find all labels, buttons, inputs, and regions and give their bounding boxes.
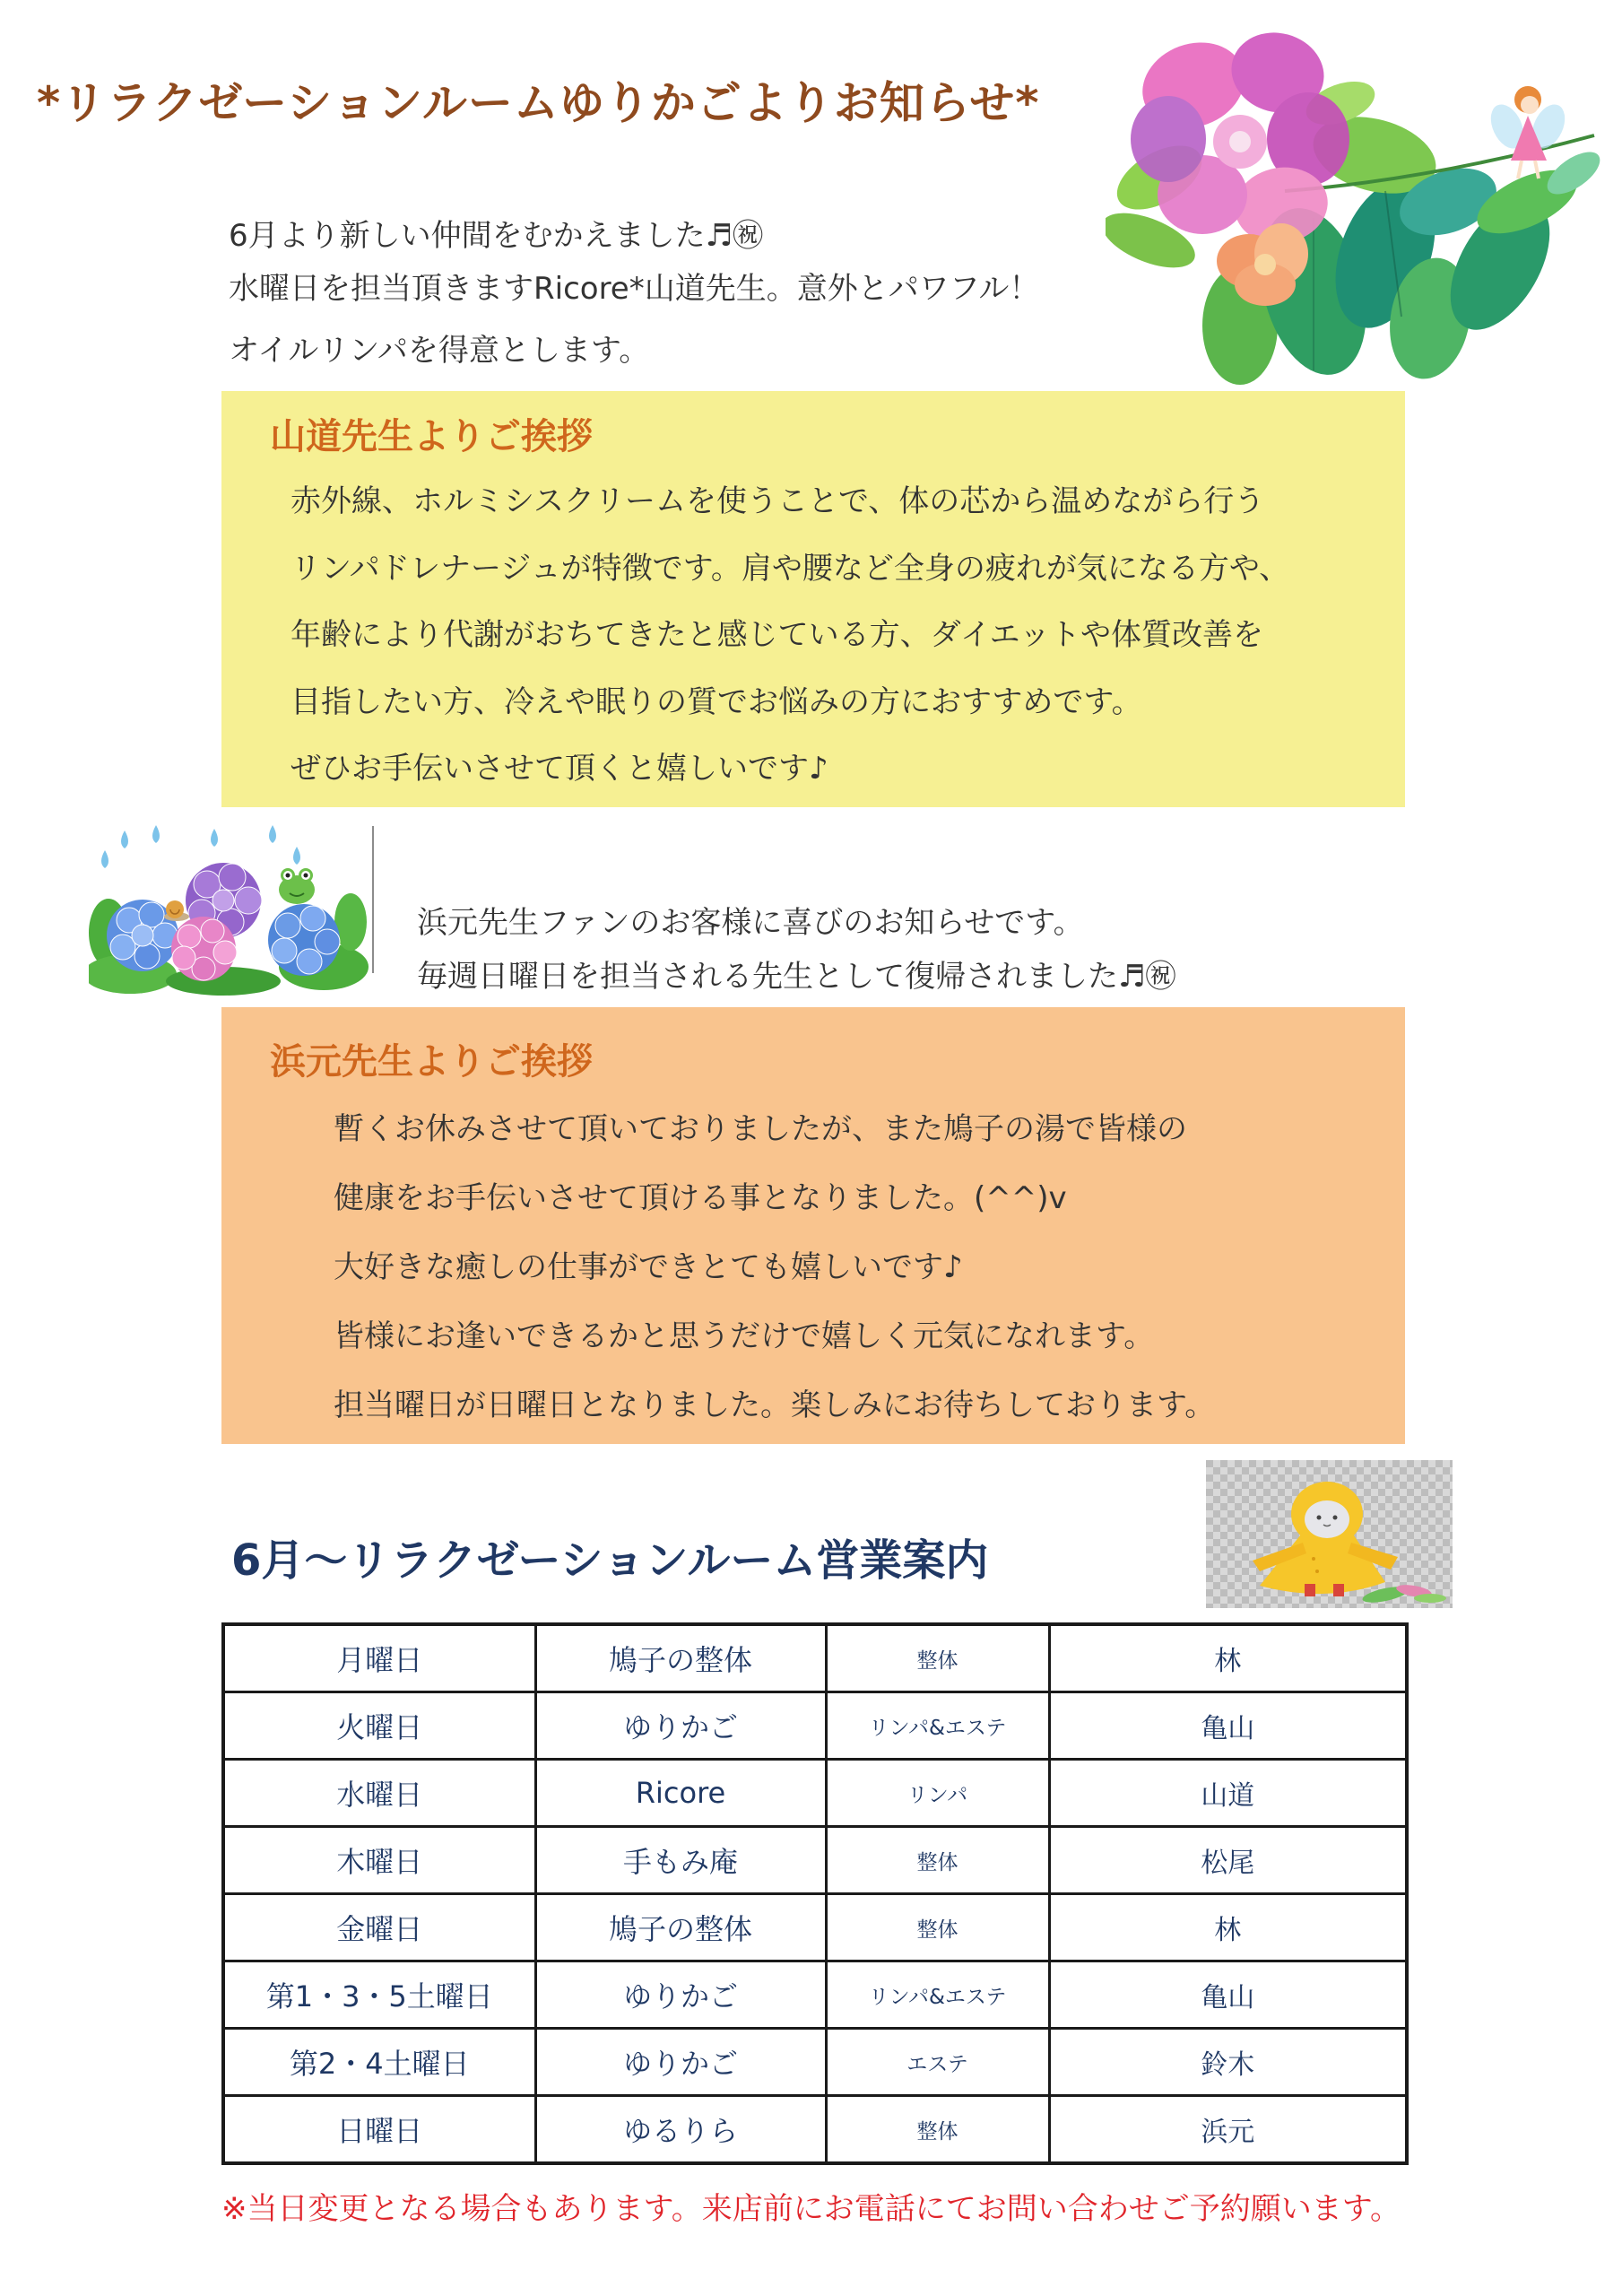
shop-cell: 手もみ庵: [535, 1827, 826, 1894]
frog: [279, 868, 315, 904]
service-cell: リンパ&エステ: [826, 1692, 1049, 1760]
shop-cell: ゆりかご: [535, 1961, 826, 2029]
raindrops: [101, 825, 300, 868]
day-cell: 第2・4土曜日: [223, 2029, 535, 2096]
raincoat-child-illustration: [1206, 1460, 1453, 1608]
intro-line: オイルリンパを得意とします。: [229, 333, 650, 369]
hamamoto-greeting-text: [334, 1095, 1215, 1440]
table-row: [223, 1692, 1407, 1760]
shop-cell: 鳩子の整体: [535, 1624, 826, 1692]
greeting-line: 目指したい方、冷えや眠りの質でお悩みの方におすすめです。: [291, 683, 1142, 720]
shop-cell: ゆりかご: [535, 2029, 826, 2096]
table-row: [223, 1624, 1407, 1692]
service-cell: エステ: [826, 2029, 1049, 2096]
shop-cell: ゆるりら: [535, 2096, 826, 2164]
schedule-heading: 6月～リラクゼーションルーム営業案内: [231, 1535, 989, 1586]
blue-cluster-right: [268, 904, 340, 976]
staff-cell: 林: [1049, 1894, 1407, 1961]
fairy: [1485, 86, 1572, 178]
shop-cell: ゆりかご: [535, 1692, 826, 1760]
greeting-line: 健康をお手伝いさせて頂ける事となりました。(^^)v: [334, 1180, 1067, 1216]
greeting-line: 担当曜日が日曜日となりました。楽しみにお待ちしております。: [334, 1387, 1216, 1423]
table-row: [223, 2096, 1407, 2164]
service-cell: 整体: [826, 2096, 1049, 2164]
day-cell: 火曜日: [223, 1692, 535, 1760]
greeting-line: 年齢により代謝がおちてきたと感じている方、ダイエットや体質改善を: [291, 617, 1263, 653]
table-row: [223, 1961, 1407, 2029]
day-cell: 木曜日: [223, 1827, 535, 1894]
yamamichi-greeting-text: [291, 468, 1289, 803]
hamamoto-greeting-heading: 浜元先生よりご挨拶: [270, 1041, 593, 1083]
hydrangea-svg: [89, 823, 369, 996]
day-cell: 月曜日: [223, 1624, 535, 1692]
day-cell: 日曜日: [223, 2096, 535, 2164]
shop-cell: Ricore: [535, 1760, 826, 1827]
staff-cell: 鈴木: [1049, 2029, 1407, 2096]
service-cell: リンパ: [826, 1760, 1049, 1827]
day-cell: 第1・3・5土曜日: [223, 1961, 535, 2029]
service-cell: 整体: [826, 1894, 1049, 1961]
table-row: [223, 2029, 1407, 2096]
staff-cell: 山道: [1049, 1760, 1407, 1827]
yamamichi-greeting-box: [221, 391, 1405, 807]
table-row: [223, 1827, 1407, 1894]
staff-cell: 亀山: [1049, 1692, 1407, 1760]
service-cell: 整体: [826, 1827, 1049, 1894]
greeting-line: リンパドレナージュが特徴です。肩や腰など全身の疲れが気になる方や、: [291, 550, 1290, 587]
hamamoto-intro-line: 浜元先生ファンのお客様に喜びのお知らせです。: [417, 905, 1084, 941]
change-notice: ※当日変更となる場合もあります。来店前にお電話にてお問い合わせご予約願います。: [221, 2191, 1401, 2227]
hydrangea-frog-illustration: [89, 823, 369, 996]
greeting-line: ぜひお手伝いさせて頂くと嬉しいです♪: [291, 751, 828, 787]
staff-cell: 亀山: [1049, 1961, 1407, 2029]
intro-line: 水曜日を担当頂きますRicore*山道先生。意外とパワフル！: [229, 271, 1040, 307]
staff-cell: 林: [1049, 1624, 1407, 1692]
intro-line: 6月より新しい仲間をむかえました♬㊗: [229, 218, 764, 254]
flower-fairy-svg: [1106, 30, 1608, 387]
yamamichi-greeting-heading: 山道先生よりご挨拶: [270, 416, 593, 457]
staff-cell: 松尾: [1049, 1827, 1407, 1894]
table-row: [223, 1760, 1407, 1827]
greeting-line: 暫くお休みさせて頂いておりましたが、また鳩子の湯で皆様の: [334, 1111, 1187, 1147]
service-cell: 整体: [826, 1624, 1049, 1692]
table-row: [223, 1894, 1407, 1961]
greeting-line: 皆様にお逢いできるかと思うだけで嬉しく元気になれます。: [334, 1318, 1155, 1354]
vertical-divider: [372, 826, 374, 973]
hamamoto-intro-line: 毎週日曜日を担当される先生として復帰されました♬㊗: [417, 959, 1176, 995]
pink-flower: [1131, 30, 1349, 250]
day-cell: 金曜日: [223, 1894, 535, 1961]
hamamoto-greeting-box: [221, 1007, 1405, 1444]
greeting-line: 大好きな癒しの仕事ができとても嬉しいです♪: [334, 1249, 963, 1285]
page-title: *リラクゼーションルームゆりかごよりお知らせ*: [37, 77, 1040, 129]
shop-cell: 鳩子の整体: [535, 1894, 826, 1961]
snail: [164, 900, 189, 921]
greeting-line: 赤外線、ホルミシスクリームを使うことで、体の芯から温めながら行う: [291, 483, 1265, 519]
service-cell: リンパ&エステ: [826, 1961, 1049, 2029]
day-cell: 水曜日: [223, 1760, 535, 1827]
raincoat-svg: [1206, 1460, 1453, 1608]
schedule-table: [221, 1622, 1409, 2165]
staff-cell: 浜元: [1049, 2096, 1407, 2164]
flower-fairy-illustration: [1106, 30, 1608, 387]
